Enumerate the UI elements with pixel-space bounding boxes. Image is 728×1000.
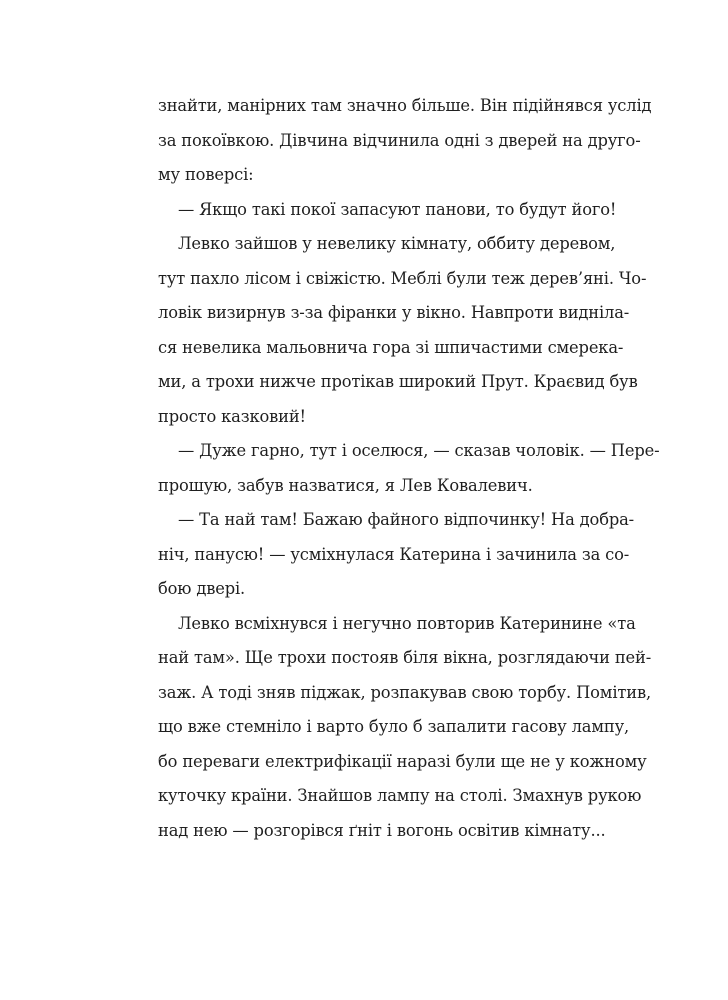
- text-line: Левко зайшов у невелику кімнату, оббиту деревом,: [178, 234, 616, 253]
- text-line: тут пахло лісом і свіжістю. Меблі були теж дерев’яні. Чо-: [158, 268, 647, 288]
- dialogue-line: — Та най там! Бажаю файного відпочинку! На добра-: [178, 510, 635, 529]
- dialogue-line: — Якщо такі покої запасуют панови, то будут його!: [178, 199, 617, 219]
- text-line: прошую, забув назватися, я Лев Ковалевич.: [158, 475, 533, 495]
- text-line: ми, а трохи нижче протікав широкий Прут. Краєвид був: [158, 372, 638, 391]
- text-line: куточку країни. Знайшов лампу на столі. Змахнув рукою: [158, 786, 642, 805]
- text-line: ся невелика мальовнича гора зі шпичастими смерека-: [158, 337, 624, 357]
- text-line: просто казковий!: [158, 406, 306, 426]
- text-line: най там». Ще трохи постояв біля вікна, розглядаючи пей-: [158, 648, 652, 667]
- text-line: що вже стемніло і варто було б запалити гасову лампу,: [158, 717, 630, 736]
- text-line: ніч, панусю! — усміхнулася Катерина і зачинила за со-: [158, 544, 630, 564]
- text-line: ловік визирнув з-за фіранки у вікно. Навпроти виднілa-: [158, 303, 630, 322]
- text-line: заж. А тоді зняв піджак, розпакував свою торбу. Помітив,: [158, 682, 651, 702]
- text-line: Левко всміхнувся і негучно повторив Катеринине «та: [178, 613, 636, 633]
- dialogue-line: — Дуже гарно, тут і оселюся, — сказав чоловік. — Пере-: [178, 441, 660, 460]
- text-line: за покоївкою. Дівчина відчинила одні з дверей на друго-: [158, 130, 641, 150]
- text-line: знайти, манірних там значно більше. Він підійнявся услід: [158, 96, 652, 115]
- text-line: бо переваги електрифікації наразі були ще не у кожному: [158, 751, 647, 771]
- text-line: над нею — розгорівся ґніт і вогонь освітив кімнату...: [158, 820, 606, 840]
- body-text: [158, 89, 660, 848]
- text-line: бою двері.: [158, 579, 246, 598]
- text-line: му поверсі:: [158, 165, 254, 184]
